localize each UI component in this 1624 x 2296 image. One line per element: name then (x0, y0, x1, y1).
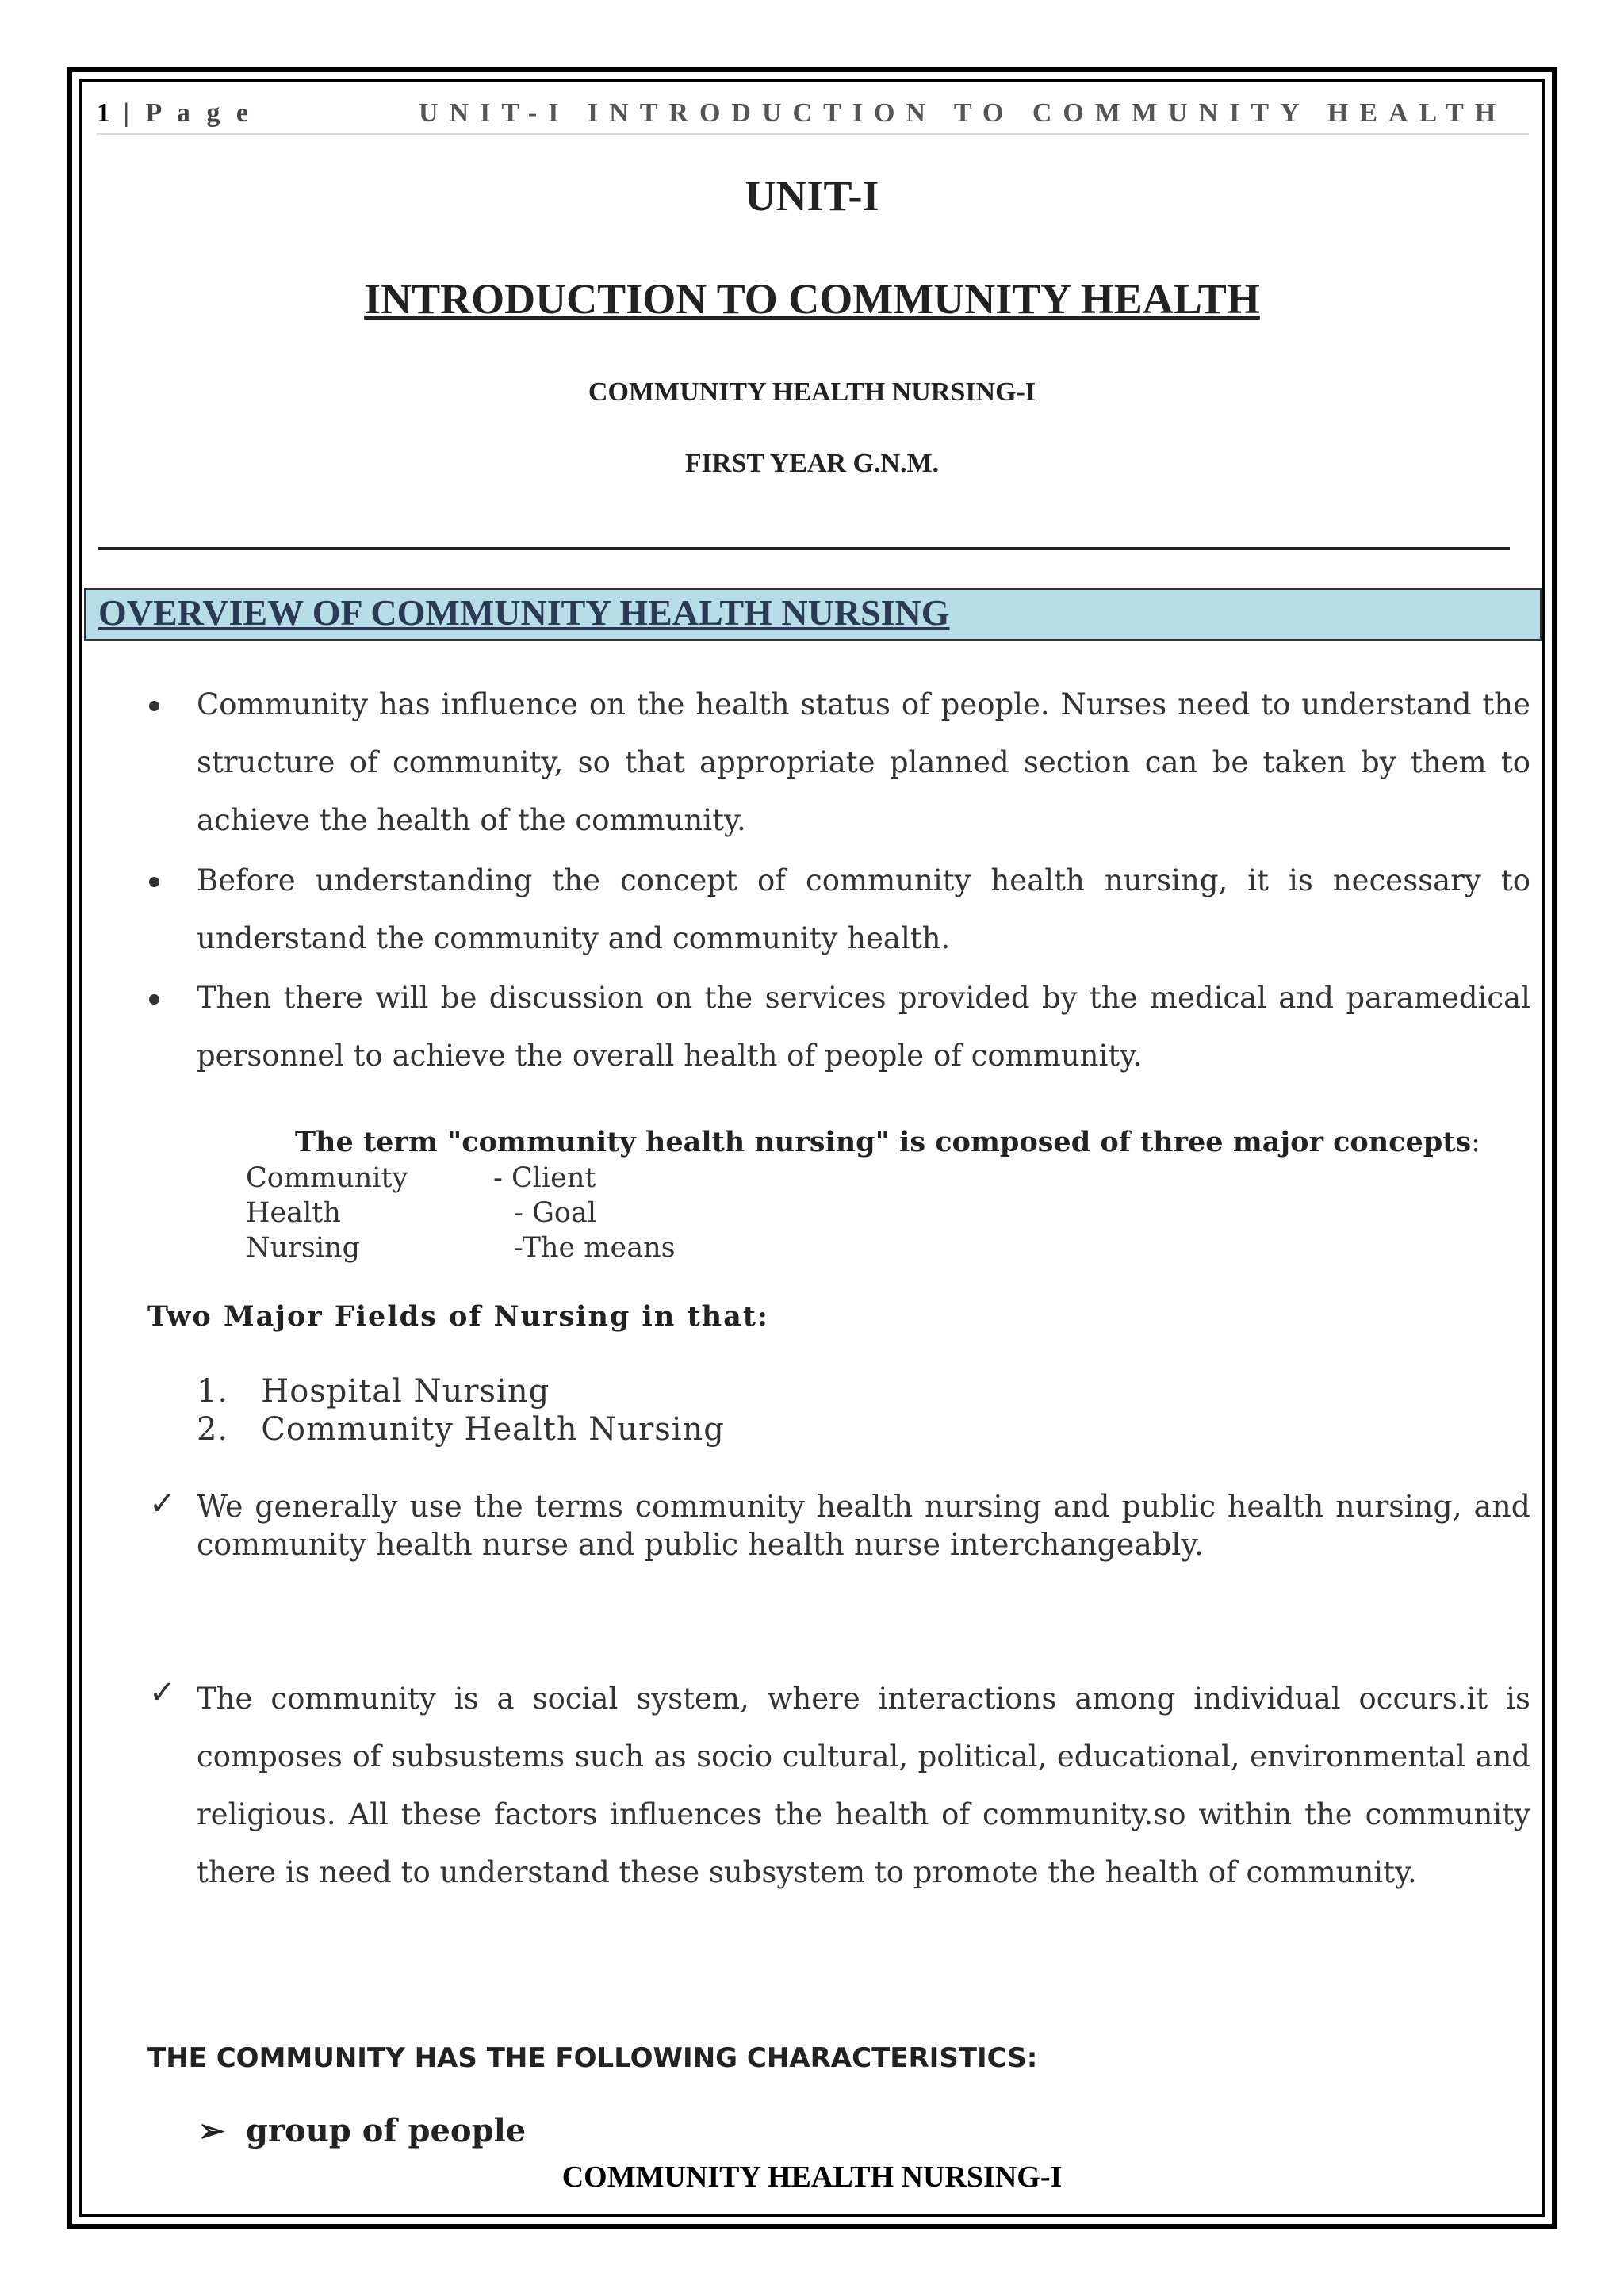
running-header-title: UNIT-I INTRODUCTION TO COMMUNITY HEALTH (419, 98, 1507, 128)
unit-title: UNIT-I (745, 172, 879, 220)
concepts-intro-text: The term "community health nursing" is composed of three major concepts (295, 1126, 1472, 1158)
year-line: FIRST YEAR G.N.M. (684, 449, 940, 478)
concepts-intro (295, 1126, 1480, 1158)
concept-role-3: -The means (514, 1232, 676, 1264)
concept-term-2: Health (246, 1197, 341, 1229)
page-label: | P a g e (123, 98, 253, 128)
bullet-marker (149, 994, 159, 1004)
header-divider (97, 133, 1529, 135)
check-paragraph-1: We generally use the terms community health nursing and public health nursing, and community health nurse and public health nurse interchangeably. (197, 1489, 1530, 1562)
concept-role-1: - Client (493, 1162, 596, 1194)
concept-term-3: Nursing (246, 1232, 360, 1264)
bullet-paragraph-3: Then there will be discussion on the services provided by the medical and paramedical personnel to achieve the overall health of people of community. (197, 981, 1530, 1073)
concept-term-1: Community (246, 1162, 408, 1194)
arrow-icon: ➢ (198, 2112, 225, 2149)
field-item-2: 2. Community Health Nursing (197, 1411, 725, 1448)
check-icon: ✓ (149, 1486, 176, 1522)
characteristic-item-1: group of people (246, 2112, 527, 2149)
concepts-intro-suffix: : (1471, 1127, 1480, 1158)
concept-role-2: - Goal (514, 1197, 597, 1229)
fields-heading: Two Major Fields of Nursing in that: (147, 1300, 769, 1333)
page-number (97, 98, 253, 128)
title-divider (98, 547, 1510, 550)
bullet-paragraph-2: Before understanding the concept of community health nursing, it is necessary to understand the community and community health. (197, 863, 1530, 955)
check-paragraph-2: The community is a social system, where interactions among individual occurs.it is composes of subsustems such as socio cultural, political, educational, environmental and religious. All these factors influences the health of community.so within the community there is need to understand these subsystem to promote the health of community. (197, 1682, 1530, 1889)
characteristics-heading: THE COMMUNITY HAS THE FOLLOWING CHARACTERISTICS: (147, 2042, 1038, 2074)
subject-line: COMMUNITY HEALTH NURSING-I (588, 377, 1036, 407)
page-footer: COMMUNITY HEALTH NURSING-I (561, 2160, 1063, 2194)
bullet-marker (149, 701, 159, 711)
bullet-paragraph-1: Community has influence on the health status of people. Nurses need to understand the structure of community, so that appropriate planned section can be taken by them to achieve the health of the community. (197, 687, 1530, 837)
field-item-1: 1. Hospital Nursing (197, 1373, 550, 1410)
bullet-marker (149, 877, 159, 887)
check-icon: ✓ (149, 1674, 176, 1711)
section-heading: OVERVIEW OF COMMUNITY HEALTH NURSING (98, 592, 950, 633)
page-number-value: 1 (97, 98, 112, 128)
document-title: INTRODUCTION TO COMMUNITY HEALTH (364, 275, 1260, 323)
